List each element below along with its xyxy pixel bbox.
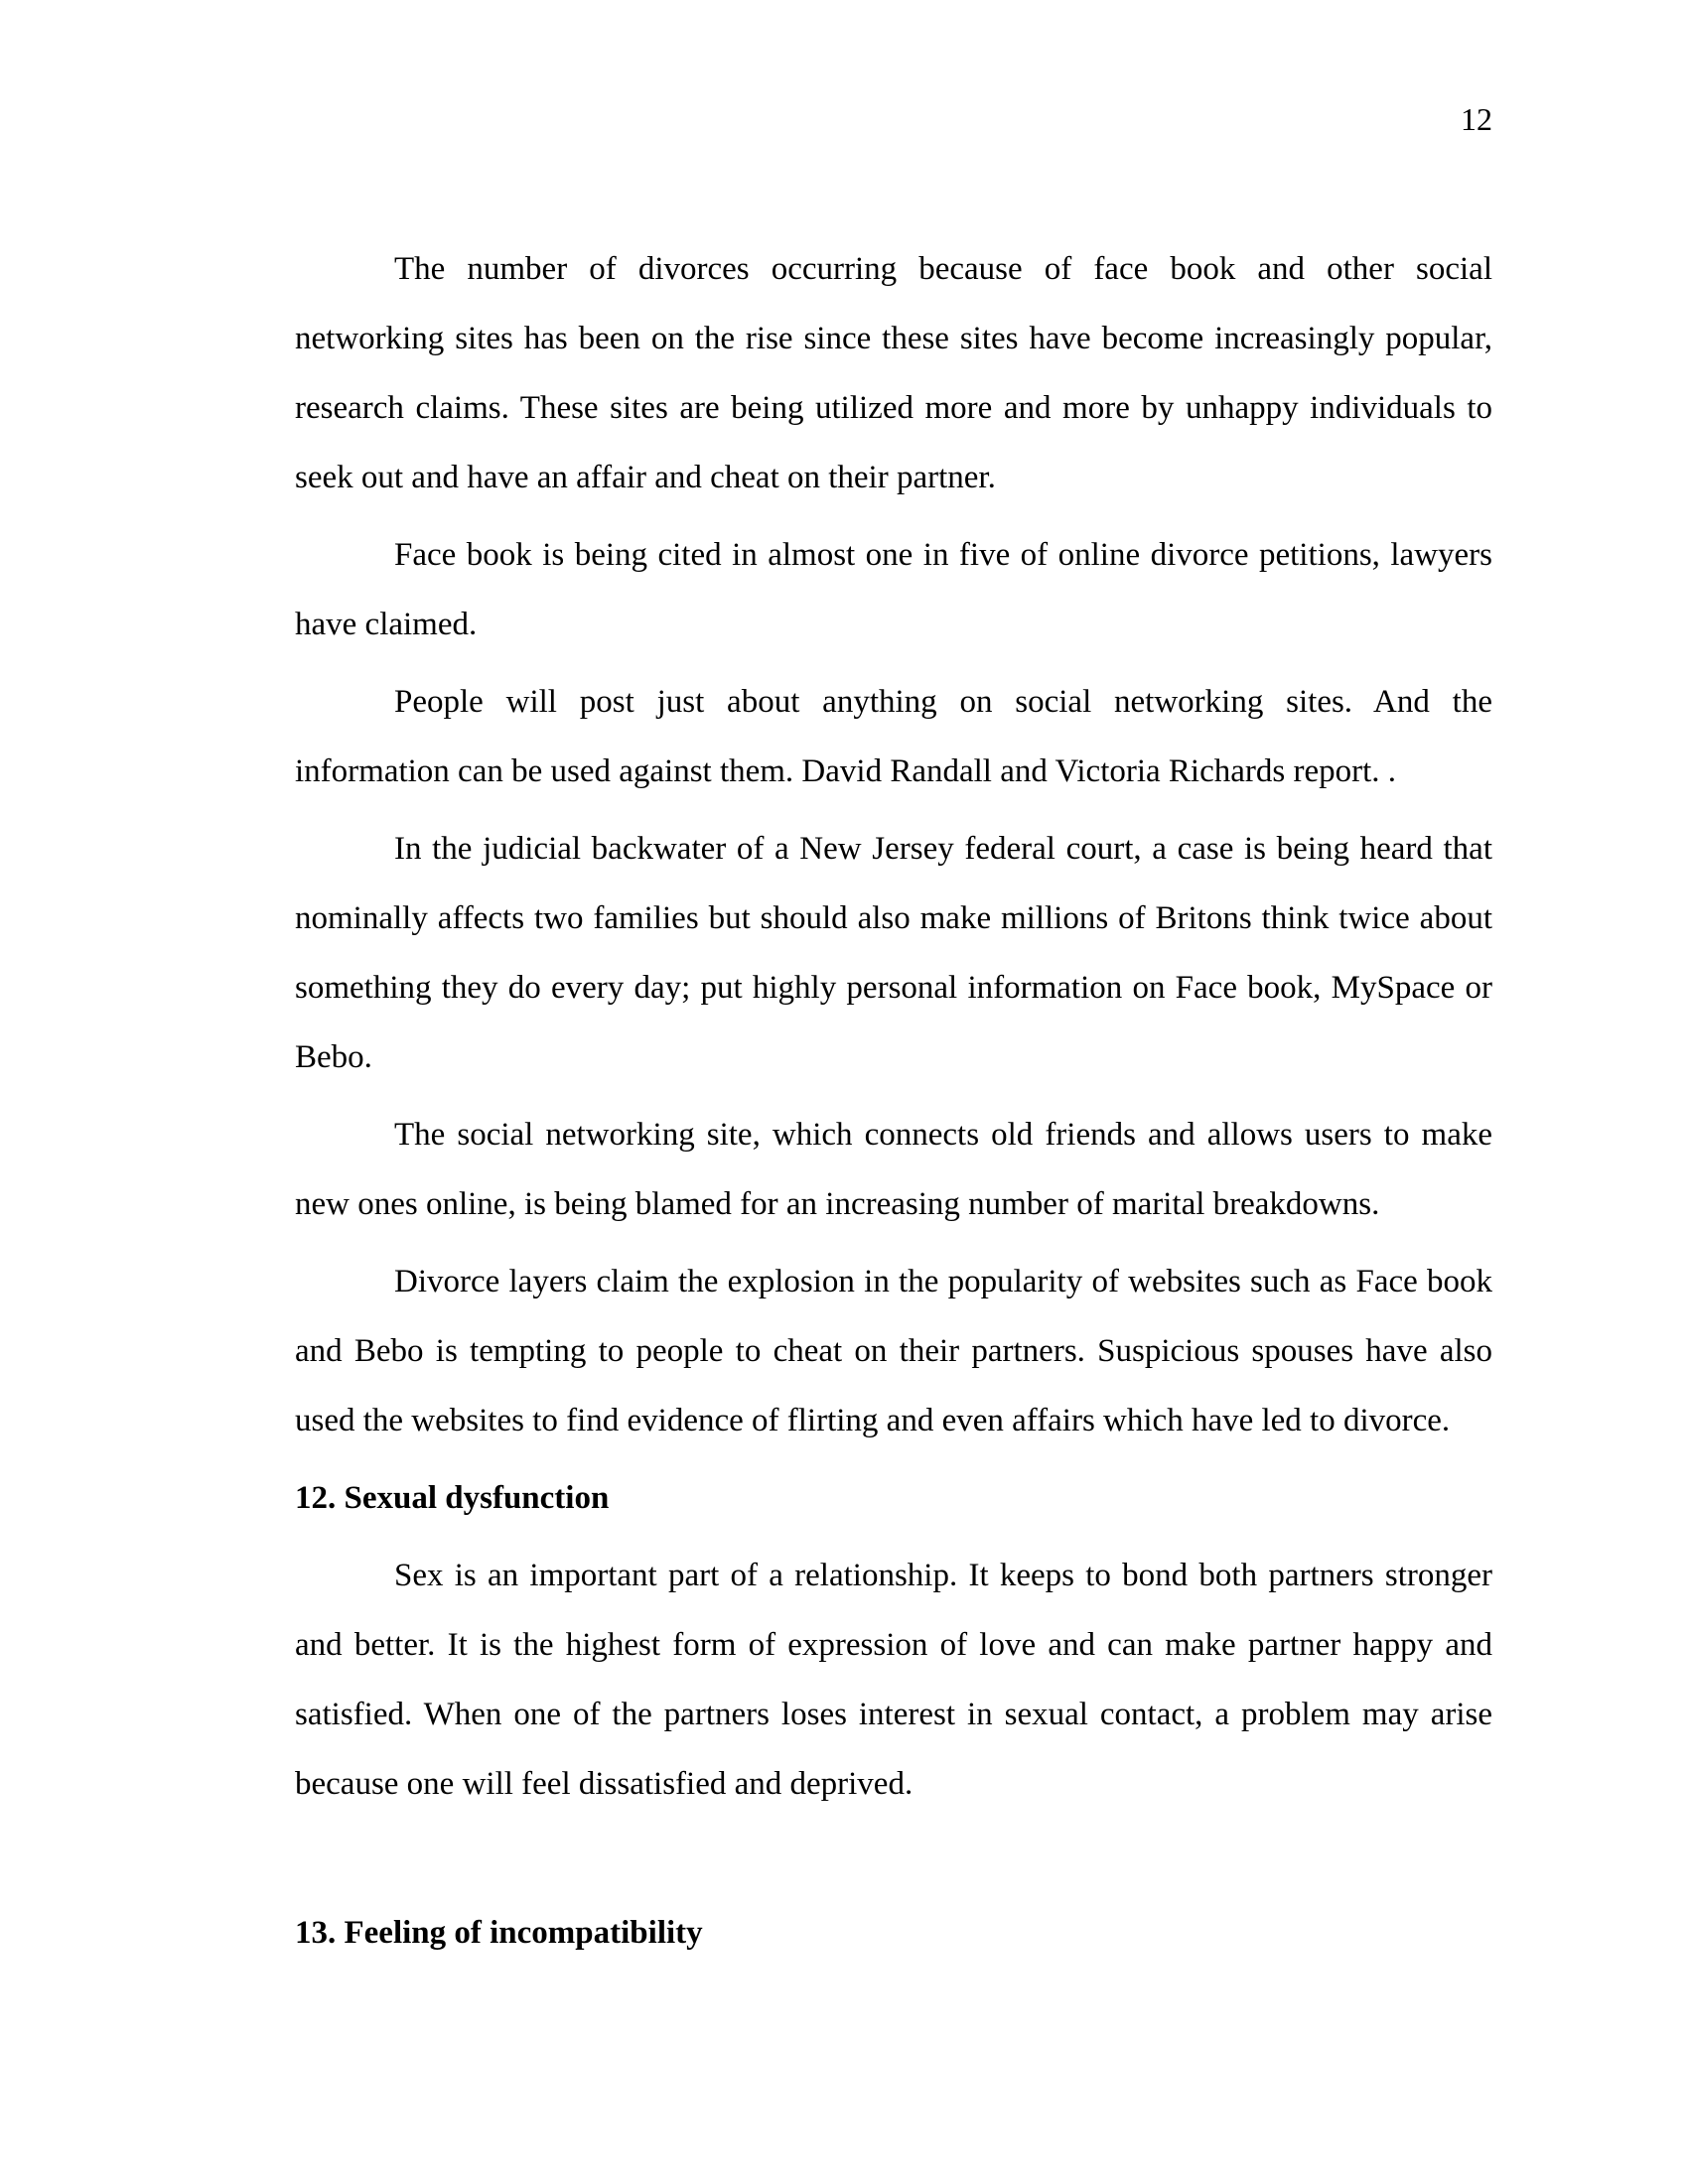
paragraph-marital-breakdowns: The social networking site, which connects old friends and allows users to make new ones online, is being blamed for an increasing number of marital breakdowns. xyxy=(295,1117,1492,1222)
paragraph-sexual-dysfunction: Sex is an important part of a relationship. It keeps to bond both partners stronger and better. It is the highest form of expression of love and can make partner happy and satisfied. When one of the partners loses interest in sexual contact, a problem may arise because one will feel dissatisfied and deprived. xyxy=(295,1558,1492,1802)
paragraph-new-jersey-case: In the judicial backwater of a New Jersey federal court, a case is being heard that nominally affects two families but should also make millions of Britons think twice about something they do every day; put highly personal information on Face book, MySpace or Bebo. xyxy=(295,831,1492,1075)
page-number: 12 xyxy=(1461,101,1492,137)
paragraph-divorce-petitions: Face book is being cited in almost one in five of online divorce petitions, lawyers have claimed. xyxy=(295,537,1492,642)
paragraph-divorce-rise: The number of divorces occurring because of face book and other social networking sites has been on the rise since these sites have become increasingly popular, research claims. These sites are being utilized more and more by unhappy individuals to seek out and have an affair and cheat on their partner. xyxy=(295,251,1492,495)
paragraph-divorce-lawyers: Divorce layers claim the explosion in the popularity of websites such as Face book and Bebo is tempting to people to cheat on their partners. Suspicious spouses have also used the websites to find evidence of flirting and even affairs which have led to divorce. xyxy=(295,1264,1492,1438)
paragraph-posting-information: People will post just about anything on social networking sites. And the information can be used against them. David Randall and Victoria Richards report. . xyxy=(295,684,1492,789)
document-body xyxy=(295,234,1492,1976)
section-heading-incompatibility: 13. Feeling of incompatibility xyxy=(295,1915,703,1951)
section-heading-sexual-dysfunction: 12. Sexual dysfunction xyxy=(295,1480,610,1516)
